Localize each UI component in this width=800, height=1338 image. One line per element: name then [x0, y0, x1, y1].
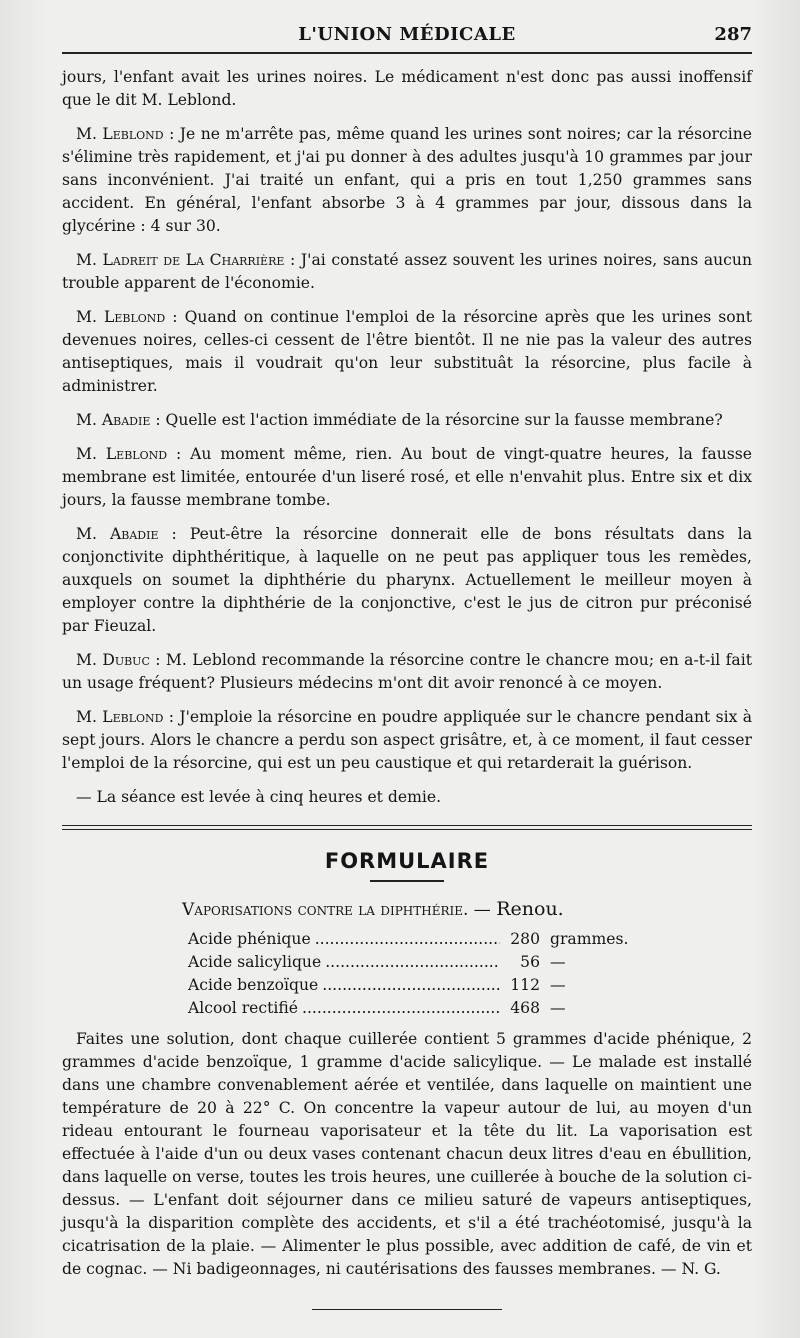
dialogue-paragraph: [62, 649, 752, 695]
ingredient-name: Acide phénique: [188, 930, 311, 948]
speaker-name: M. Ladreit de La Charrière: [76, 251, 285, 269]
ingredient-list: [188, 928, 752, 1020]
dialogue-paragraph: [62, 409, 752, 432]
ingredient-quantity: 280: [510, 930, 540, 948]
dialogue-paragraph: [62, 706, 752, 775]
formula-title: Vaporisations contre la diphthérie. —: [182, 900, 491, 920]
ingredient-unit: grammes.: [550, 930, 629, 948]
paragraph-text: : J'emploie la résorcine en poudre appliquée sur le chancre pendant six à sept jours. Alors le chancre a perdu son aspect grisâtre, et, à ce moment, il faut cesser l'emploi de la résorcine, qui est un peu caustique et qui retarderait la guérison.: [62, 708, 752, 772]
running-title: L'UNION MÉDICALE: [298, 24, 516, 45]
session-closing: — La séance est levée à cinq heures et demie.: [76, 788, 442, 806]
ingredient-quantity: 56: [520, 953, 540, 971]
ingredient-quantity: 112: [510, 976, 540, 994]
speaker-name: M. Dubuc: [76, 651, 150, 669]
speaker-name: M. Leblond: [76, 445, 168, 463]
ingredient-row: [188, 951, 640, 974]
ingredient-unit: —: [550, 953, 566, 971]
dialogue-paragraph: [62, 306, 752, 398]
ingredient-name: Acide salicylique: [188, 953, 322, 971]
section-divider: [62, 825, 752, 830]
ingredient-row: [188, 974, 640, 997]
speaker-name: M. Abadie: [76, 525, 159, 543]
dot-leader: [322, 974, 500, 997]
dialogue-paragraph: [62, 523, 752, 638]
paragraph-text: jours, l'enfant avait les urines noires. Le médicament n'est donc pas aussi inoffensif que le dit M. Leblond.: [62, 68, 752, 109]
speaker-name: M. Leblond: [76, 125, 164, 143]
paragraph-text: : Au moment même, rien. Au bout de vingt-quatre heures, la fausse membrane est limitée, entourée d'un liseré rosé, et elle n'envahit plus. Entre six et dix jours, la fausse membrane tombe.: [62, 445, 752, 509]
header-rule: [62, 52, 752, 54]
dialogue-paragraph: [62, 443, 752, 512]
speaker-name: M. Leblond: [76, 308, 166, 326]
dot-leader: [325, 951, 500, 974]
ingredient-quantity: 468: [510, 999, 540, 1017]
paragraph-text: : Quelle est l'action immédiate de la résorcine sur la fausse membrane?: [150, 411, 723, 429]
speaker-name: M. Leblond: [76, 708, 164, 726]
paragraph-text: : M. Leblond recommande la résorcine contre le chancre mou; en a-t-il fait un usage fréquent? Plusieurs médecins m'ont dit avoir renoncé à ce moyen.: [62, 651, 752, 692]
ingredient-name: Acide benzoïque: [188, 976, 319, 994]
ingredient-row: [188, 997, 640, 1020]
dialogue-paragraph: [62, 123, 752, 238]
paragraph-text: : Je ne m'arrête pas, même quand les urines sont noires; car la résorcine s'élimine très rapidement, et j'ai pu donner à des adultes jusqu'à 10 grammes par jour sans inconvénient. J'ai traité un enfant, qui a pris en tout 1,250 grammes sans accident. En général, l'enfant absorbe 3 à 4 grammes par jour, dissous dans la glycérine : 4 sur 30.: [62, 125, 752, 235]
formula-heading: [182, 898, 752, 922]
ingredient-unit: —: [550, 999, 566, 1017]
formula-instructions: Faites une solution, dont chaque cuillerée contient 5 grammes d'acide phénique, 2 grammes d'acide benzoïque, 1 gramme d'acide salicylique. — Le malade est installé dans une chambre convenablement aérée et ventilée, dans laquelle on maintient une température de 20 à 22° C. On concentre la vapeur autour de lui, au moyen d'un rideau entourant le fourneau vaporisateur et la tête du lit. La vaporisation est effectuée à l'aide d'un ou deux vases contenant chacun deux litres d'eau en ébullition, dans laquelle on verse, toutes les trois heures, une cuillerée à bouche de la solution ci-dessus. — L'enfant doit séjourner dans ce milieu saturé de vapeurs antiseptiques, jusqu'à la disparition complète des accidents, et s'il a été trachéotomisé, jusqu'à la cicatrisation de la plaie. — Alimenter le plus possible, avec addition de café, de vin et de cognac. — Ni badigeonnages, ni cautérisations des fausses membranes. — N. G.: [62, 1030, 752, 1278]
dialogue-paragraph: [62, 249, 752, 295]
page-header: [62, 22, 752, 52]
title-underline: [370, 880, 444, 882]
dot-leader: [315, 928, 500, 951]
end-rule: [312, 1309, 502, 1310]
paragraph-continuation: [62, 66, 752, 112]
article-body: [62, 66, 752, 1310]
dot-leader: [302, 997, 500, 1020]
paragraph-text: : J'ai constaté assez souvent les urines noires, sans aucun trouble apparent de l'économie.: [62, 251, 753, 292]
section-title: FORMULAIRE: [324, 849, 490, 873]
paragraph-text: : Quand on continue l'emploi de la résorcine après que les urines sont devenues noires, celles-ci cessent de l'être bientôt. Il ne nie pas la valeur des autres antiseptiques, mais il voudrait qu'on leur substituât la résorcine, plus facile à administrer.: [62, 308, 752, 395]
paragraph-text: : Peut-être la résorcine donnerait elle de bons résultats dans la conjonctivite diphthéritique, à laquelle on ne peut pas appliquer tous les remèdes, auxquels on soumet la diphthérie du pharynx. Actuellement le meilleur moyen à employer contre la diphthérie de la conjonctive, c'est le jus de citron pur préconisé par Fieuzal.: [62, 525, 752, 635]
page-number: 287: [714, 24, 752, 45]
speaker-name: M. Abadie: [76, 411, 151, 429]
ingredient-row: [188, 928, 640, 951]
ingredient-unit: —: [550, 976, 566, 994]
formula-author: Renou.: [496, 898, 564, 920]
ingredient-name: Alcool rectifié: [188, 999, 299, 1017]
